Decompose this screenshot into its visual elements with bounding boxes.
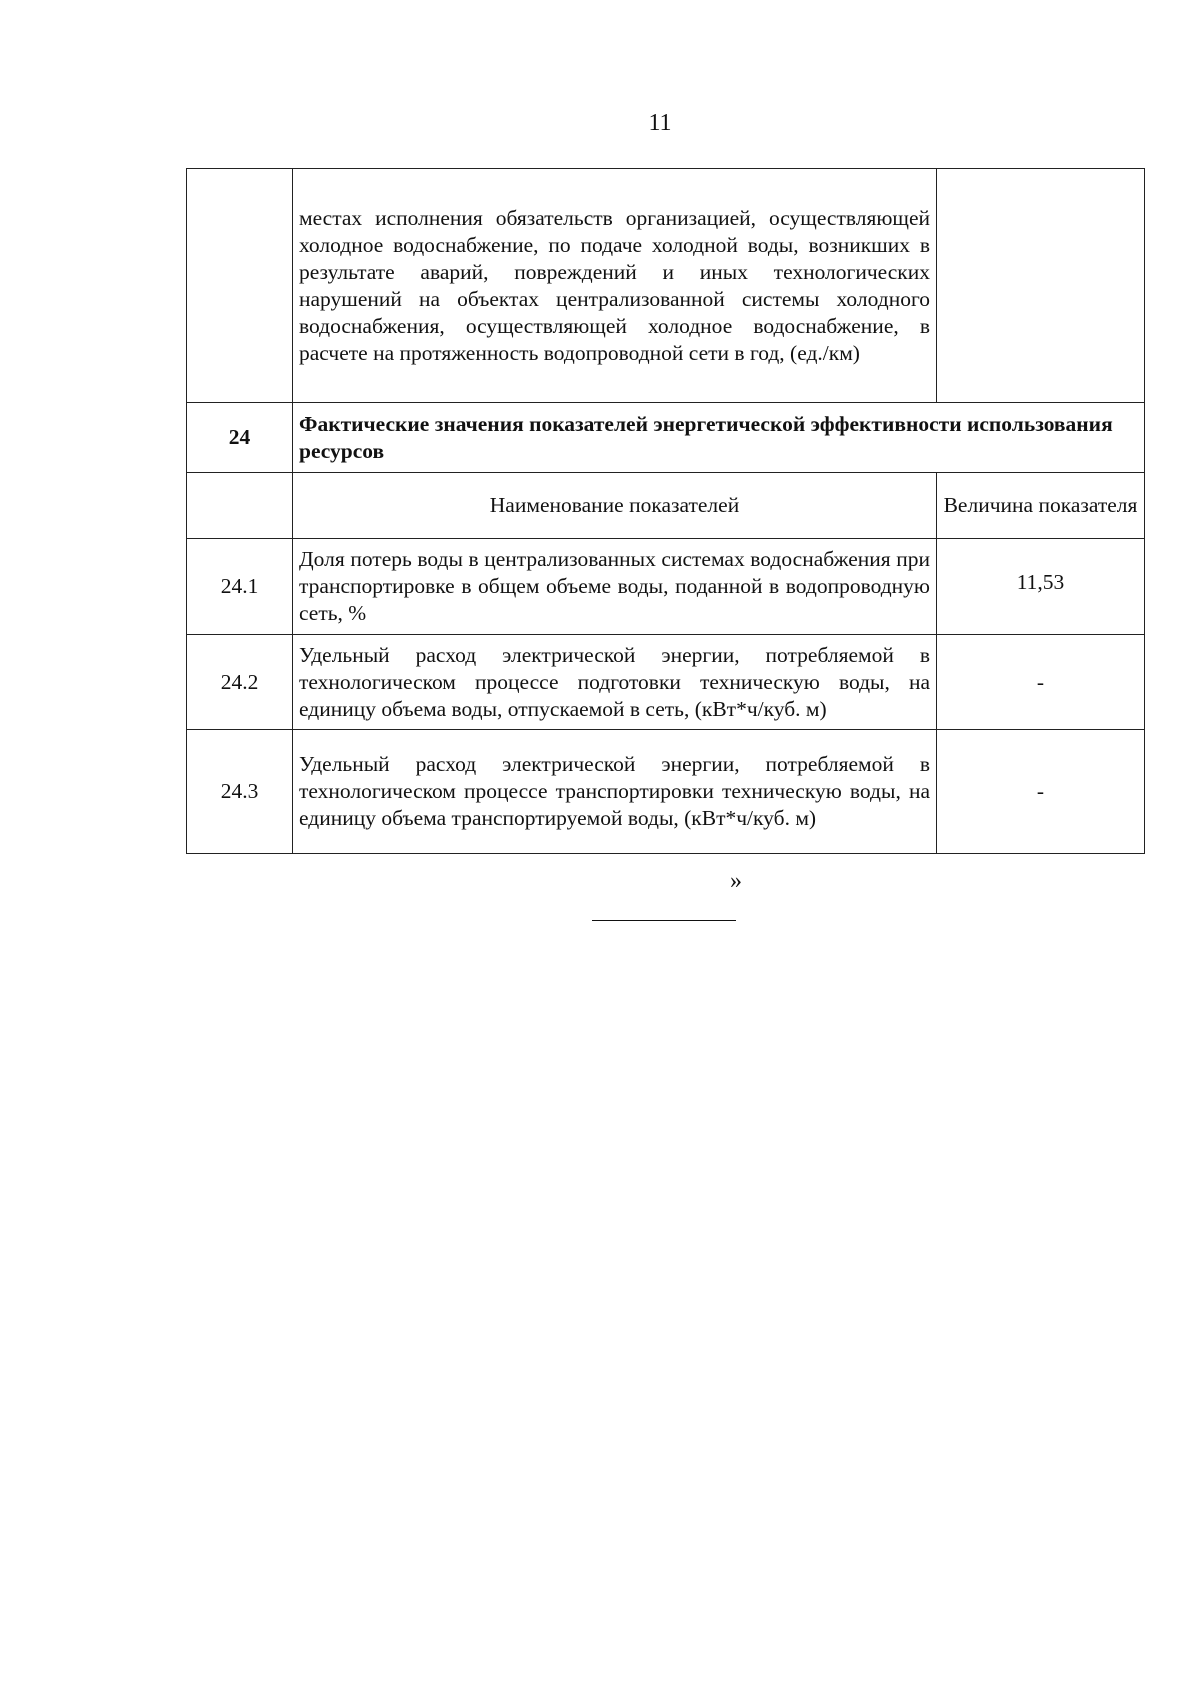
section-row [187, 403, 1145, 473]
row-number: 24.3 [187, 730, 293, 854]
row-number: 24.2 [187, 635, 293, 730]
row-name: Удельный расход электрической энергии, потребляемой в технологическом процессе подготовки техническую воды, на единицу объема воды, отпускаемой в сеть, (кВт*ч/куб. м) [293, 635, 937, 730]
continuation-text: местах исполнения обязательств организацией, осуществляющей холодное водоснабжение, по подаче холодной воды, возникших в результате аварий, повреждений и иных технологических нарушений на объектах централизованной системы холодного водоснабжения, осуществляющей холодное водоснабжение, в расчете на протяженность водопроводной сети в год, (ед./км) [293, 169, 937, 403]
end-rule [592, 920, 736, 921]
indicators-table [186, 168, 1145, 854]
section-title: Фактические значения показателей энергетической эффективности использования ресурсов [293, 403, 1145, 473]
row-name: Доля потерь воды в централизованных системах водоснабжения при транспортировке в общем объеме воды, поданной в водопроводную сеть, % [293, 539, 937, 635]
table-row [187, 635, 1145, 730]
row-value: - [937, 730, 1145, 854]
row-value: - [937, 635, 1145, 730]
row-number: 24.1 [187, 539, 293, 635]
page-number: 11 [648, 110, 672, 136]
row-name: Удельный расход электрической энергии, потребляемой в технологическом процессе транспортировки техническую воды, на единицу объема транспортируемой воды, (кВт*ч/куб. м) [293, 730, 937, 854]
header-number-cell [187, 473, 293, 539]
table-row [187, 539, 1145, 635]
table-row [187, 730, 1145, 854]
continuation-number-cell [187, 169, 293, 403]
row-value: 11,53 [937, 539, 1145, 635]
continuation-row [187, 169, 1145, 403]
continuation-value-cell [937, 169, 1145, 403]
header-row [187, 473, 1145, 539]
section-number: 24 [187, 403, 293, 473]
closing-quote: » [730, 868, 742, 894]
header-value: Величина показателя [937, 473, 1145, 539]
header-name: Наименование показателей [293, 473, 937, 539]
